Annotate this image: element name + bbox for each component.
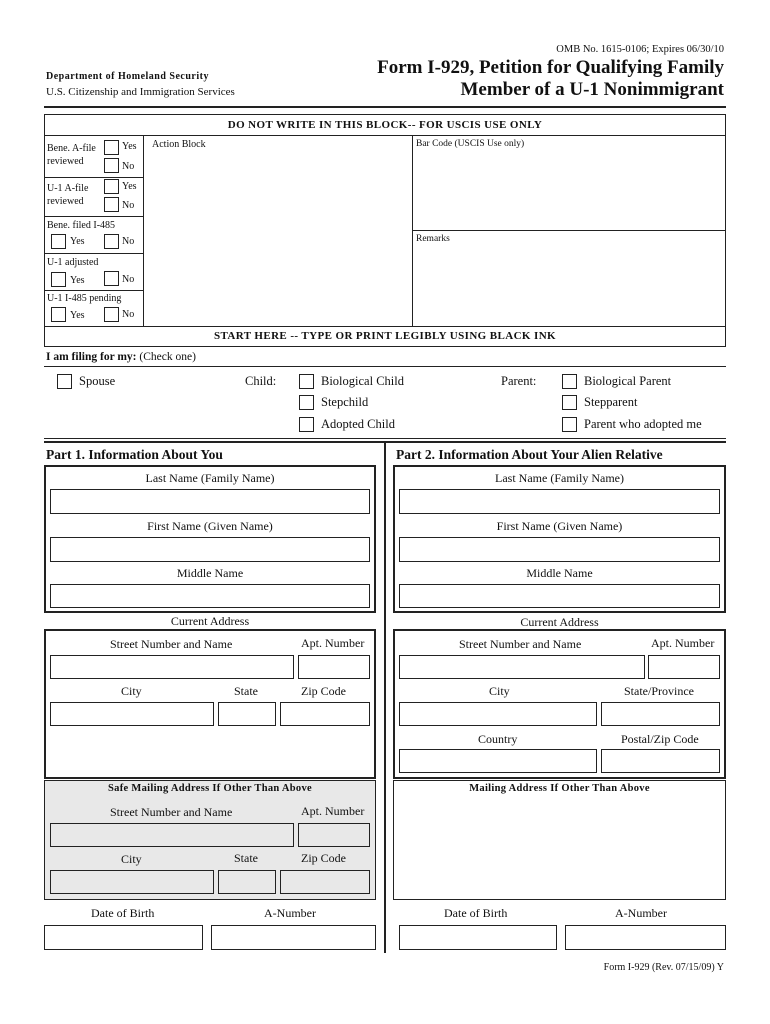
part1-apt-input[interactable] bbox=[298, 655, 370, 679]
u1-adjusted-yes-checkbox[interactable] bbox=[51, 272, 66, 287]
part1-dob-input[interactable] bbox=[44, 925, 203, 950]
part2-mailing-heading: Mailing Address If Other Than Above bbox=[469, 783, 650, 794]
form-title-line2: Member of a U-1 Nonimmigrant bbox=[460, 79, 724, 100]
part1-heading: Part 1. Information About You bbox=[46, 447, 223, 462]
part1-state-input[interactable] bbox=[218, 702, 276, 726]
u1-pending-no-checkbox[interactable] bbox=[104, 307, 119, 322]
stepchild-checkbox[interactable] bbox=[299, 395, 314, 410]
part2-country-input[interactable] bbox=[399, 749, 597, 773]
u1-pending-yes-checkbox[interactable] bbox=[51, 307, 66, 322]
bene-filed-yes-checkbox[interactable] bbox=[51, 234, 66, 249]
part1-safe-state-input[interactable] bbox=[218, 870, 276, 894]
part1-middle-name-input[interactable] bbox=[50, 584, 370, 608]
footer-form-id: Form I-929 (Rev. 07/15/09) Y bbox=[603, 962, 724, 973]
part2-postal-input[interactable] bbox=[601, 749, 720, 773]
bene-afile-no-checkbox[interactable] bbox=[104, 158, 119, 173]
uscis-block-heading: DO NOT WRITE IN THIS BLOCK-- FOR USCIS USE ONLY bbox=[227, 119, 543, 131]
part1-street-input[interactable] bbox=[50, 655, 294, 679]
u1-afile-no-checkbox[interactable] bbox=[104, 197, 119, 212]
start-here-banner: START HERE -- TYPE OR PRINT LEGIBLY USING BLACK INK bbox=[213, 330, 557, 342]
adopted-child-checkbox[interactable] bbox=[299, 417, 314, 432]
filing-for-label: I am filing for my: (Check one) bbox=[46, 351, 196, 363]
parent-label: Parent: bbox=[501, 374, 537, 388]
part1-safe-street-input[interactable] bbox=[50, 823, 294, 847]
part2-first-name-input[interactable] bbox=[399, 537, 720, 562]
part1-zip-input[interactable] bbox=[280, 702, 370, 726]
part2-apt-input[interactable] bbox=[648, 655, 720, 679]
parent-adopted-checkbox[interactable] bbox=[562, 417, 577, 432]
part1-first-name-input[interactable] bbox=[50, 537, 370, 562]
part2-current-address-label: Current Address bbox=[520, 615, 599, 629]
bar-code-label: Bar Code (USCIS Use only) bbox=[416, 139, 525, 149]
part2-anumber-input[interactable] bbox=[565, 925, 726, 950]
form-title-line1: Form I-929, Petition for Qualifying Family bbox=[377, 57, 724, 78]
agency-name: U.S. Citizenship and Immigration Services bbox=[46, 86, 235, 98]
part2-state-province-input[interactable] bbox=[601, 702, 720, 726]
part2-city-input[interactable] bbox=[399, 702, 597, 726]
part2-heading: Part 2. Information About Your Alien Relative bbox=[396, 447, 663, 462]
bene-afile-label: Bene. A-file reviewed bbox=[47, 143, 96, 167]
part1-current-address-label: Current Address bbox=[170, 614, 250, 628]
part1-last-name-input[interactable] bbox=[50, 489, 370, 514]
spouse-checkbox[interactable] bbox=[57, 374, 72, 389]
omb-number: OMB No. 1615-0106; Expires 06/30/10 bbox=[556, 44, 724, 55]
bene-filed-no-checkbox[interactable] bbox=[104, 234, 119, 249]
part2-last-name-input[interactable] bbox=[399, 489, 720, 514]
u1-adjusted-label: U-1 adjusted bbox=[47, 257, 99, 268]
child-label: Child: bbox=[245, 374, 277, 388]
department-name: Department of Homeland Security bbox=[46, 71, 209, 82]
part1-anumber-input[interactable] bbox=[211, 925, 376, 950]
remarks-label: Remarks bbox=[416, 234, 450, 244]
u1-afile-label: U-1 A-file reviewed bbox=[47, 183, 89, 207]
u1-adjusted-no-checkbox[interactable] bbox=[104, 271, 119, 286]
part1-safe-zip-input[interactable] bbox=[280, 870, 370, 894]
u1-pending-label: U-1 I-485 pending bbox=[47, 293, 122, 304]
header-rule bbox=[44, 106, 726, 108]
part2-middle-name-input[interactable] bbox=[399, 584, 720, 608]
part1-safe-city-input[interactable] bbox=[50, 870, 214, 894]
part2-street-input[interactable] bbox=[399, 655, 645, 679]
part1-safe-apt-input[interactable] bbox=[298, 823, 370, 847]
parts-divider bbox=[384, 443, 386, 953]
bene-filed-label: Bene. filed I-485 bbox=[47, 220, 116, 231]
action-block-label: Action Block bbox=[152, 139, 206, 150]
spouse-label: Spouse bbox=[79, 374, 116, 388]
safe-mailing-heading: Safe Mailing Address If Other Than Above bbox=[108, 783, 312, 794]
stepparent-checkbox[interactable] bbox=[562, 395, 577, 410]
biological-child-checkbox[interactable] bbox=[299, 374, 314, 389]
u1-afile-yes-checkbox[interactable] bbox=[104, 179, 119, 194]
biological-parent-checkbox[interactable] bbox=[562, 374, 577, 389]
part1-city-input[interactable] bbox=[50, 702, 214, 726]
part2-dob-input[interactable] bbox=[399, 925, 557, 950]
part2-mailing-group bbox=[393, 780, 726, 900]
bene-afile-yes-checkbox[interactable] bbox=[104, 140, 119, 155]
